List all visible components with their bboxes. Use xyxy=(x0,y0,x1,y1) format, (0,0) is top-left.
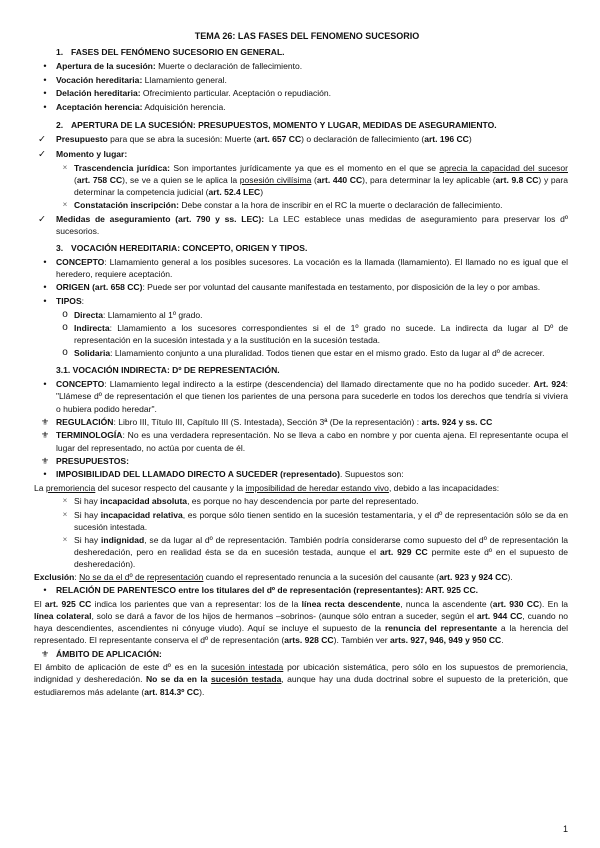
checkmark-icon: ✓ xyxy=(38,148,46,160)
cross-bullet-icon: × xyxy=(62,496,68,506)
checkmark-icon: ✓ xyxy=(38,134,46,146)
list-item-concepto-representacion: • CONCEPTO: Llamamiento legal indirecto a la estirpe (descendencia) del llamado directamente que no ha podido suceder. Art. 924: "Llámese dº de representación el que tienen los parientes de una persona para sucederle en todos los derechos que tendría si viviera o hubiera podido heredar". xyxy=(34,378,568,414)
list-item-medidas: ✓ Medidas de aseguramiento (art. 790 y ss. LEC): La LEC establece unas medidas de aseguramiento para preservar los dº sucesorios. xyxy=(34,213,568,237)
list-item: • Delación hereditaria: Ofrecimiento particular. Aceptación o repudiación. xyxy=(34,87,568,100)
list-item-momento: ✓ Momento y lugar: xyxy=(34,148,568,161)
bullet-icon: • xyxy=(43,469,47,480)
section-1-list xyxy=(34,60,568,114)
cross-bullet-icon: × xyxy=(62,200,68,210)
list-item: • Apertura de la sucesión: Muerte o declaración de fallecimiento. xyxy=(34,60,568,73)
list-item-presupuesto: ✓ Presupuesto para que se abra la sucesión: Muerte (art. 657 CC) o declaración de fallecimiento (art. 196 CC) xyxy=(34,133,568,146)
sub-item-indirecta: o Indirecta: Llamamiento a los sucesores correspondientes si el de 1º grado no sucede. La indirecta da lugar al Dº de representación en la sucesión intestada y a la sustitución en la sucesión testada. xyxy=(56,322,568,346)
bullet-icon: • xyxy=(43,88,47,99)
cross-bullet-icon: × xyxy=(62,163,68,173)
sub-item-constatacion: × Constatación inscripción: Debe constar a la hora de inscribir en el RC la muerte o declaración de fallecimiento. xyxy=(56,199,568,211)
circle-bullet-icon: o xyxy=(62,321,68,333)
list-item-regulacion: ⚜ REGULACIÓN: Libro III, Título III, Capítulo III (S. Intestada), Sección 3ª (De la representación) : arts. 924 y ss. CC xyxy=(34,416,568,429)
bullet-icon: • xyxy=(43,379,47,390)
section-2-heading: 2. APERTURA DE LA SUCESIÓN: PRESUPUESTOS, MOMENTO Y LUGAR, MEDIDAS DE ASEGURAMIENTO. xyxy=(56,119,497,130)
document-page xyxy=(34,30,568,699)
bullet-icon: • xyxy=(43,74,47,85)
section-3-1-heading: 3.1. VOCACIÓN INDIRECTA: Dº DE REPRESENTACIÓN. xyxy=(56,365,280,376)
list-item-terminologia: ⚜ TERMINOLOGÍA: No es una verdadera representación. No se lleva a cabo en nombre y por cuenta ajena. El representante ocupa el lugar del representado, no actúa por cuenta de él. xyxy=(34,429,568,453)
list-item: • Aceptación herencia: Adquisición herencia. xyxy=(34,101,568,114)
page-number: 1 xyxy=(562,824,568,834)
list-item: • Vocación hereditaria: Llamamiento general. xyxy=(34,74,568,87)
paragraph-art-925: El art. 925 CC indica los parientes que van a representar: los de la línea recta descendente, nunca la ascendente (art. 930 CC). En la línea colateral, solo se dará a favor de los hijos de hermanos –sobrinos- (aunque sólo entran a suceder, según el art. 944 CC, cuando no haya descendientes, ascendientes ni cónyuge viudo). Aquí se incluye el supuesto de la renuncia del representante a la herencia del representado. El representante conserva el dº de representación (arts. 928 CC). También ver arts. 927, 946, 949 y 950 CC. xyxy=(34,599,568,646)
list-item-concepto: • CONCEPTO: Llamamiento general a los posibles sucesores. La vocación es la llamada (llamamiento). El llamado no es igual que el heredero, requiere aceptación. xyxy=(34,256,568,280)
list-item-imposibilidad: • IMPOSIBILIDAD DEL LLAMADO DIRECTO A SUCEDER (representado). Supuestos son: xyxy=(34,468,568,481)
sub-item-solidaria: o Solidaria: Llamamiento conjunto a una pluralidad. Todos tienen que estar en el mismo grado. Esto da lugar al dº de acrecer. xyxy=(56,347,568,359)
list-item-ambito: ⚜ ÁMBITO DE APLICACIÓN: xyxy=(34,648,568,661)
sub-item-indignidad: × Si hay indignidad, se da lugar al dº de representación. También podría considerarse como supuesto del dº de representación la desheredación, pero en realidad ésta se da en sucesión testada, aunque el art. 929 CC permite este dº en el supuesto de desheredación). xyxy=(56,534,568,570)
sub-item-directa: o Directa: Llamamiento al 1º grado. xyxy=(56,309,568,321)
trophy-bullet-icon: ⚜ xyxy=(40,430,50,441)
trophy-bullet-icon: ⚜ xyxy=(40,455,50,466)
list-item-presupuestos: ⚜ PRESUPUESTOS: xyxy=(34,455,568,468)
bullet-icon: • xyxy=(43,60,47,71)
cross-bullet-icon: × xyxy=(62,509,68,519)
paragraph-exclusion: Exclusión: No se da el dº de representación cuando el representado renuncia a la sucesión del causante (art. 923 y 924 CC). xyxy=(34,572,513,583)
circle-bullet-icon: o xyxy=(62,347,68,359)
trophy-bullet-icon: ⚜ xyxy=(40,416,50,427)
checkmark-icon: ✓ xyxy=(38,213,46,225)
bullet-icon: • xyxy=(43,282,47,293)
sub-item-absoluta: × Si hay incapacidad absoluta, es porque no hay descendencia por parte del representado. xyxy=(56,495,568,507)
paragraph-ambito: El ámbito de aplicación de este dº es en la sucesión intestada por ubicación sistemática, pero sólo en los supuestos de premoriencia, indignidad y desheredación. No se da en la sucesión testada, aunque hay una duda doctrinal sobre el supuesto de la preterición, que estudiaremos más adelante (art. 814.3º CC). xyxy=(34,662,568,697)
list-item-origen: • ORIGEN (art. 658 CC): Puede ser por voluntad del causante manifestada en testamento, por disposición de la ley o por ambas. xyxy=(34,281,568,294)
cross-bullet-icon: × xyxy=(62,534,68,544)
bullet-icon: • xyxy=(43,295,47,306)
circle-bullet-icon: o xyxy=(62,308,68,320)
document-title: TEMA 26: LAS FASES DEL FENOMENO SUCESORIO xyxy=(194,31,420,41)
paragraph-premoriencia: La premoriencia del sucesor respecto del causante y la imposibilidad de heredar estando vivo, debido a las incapacidades: xyxy=(34,483,500,494)
bullet-icon: • xyxy=(43,256,47,267)
bullet-icon: • xyxy=(43,102,47,113)
section-1-heading: 1. FASES DEL FENÓMENO SUCESORIO EN GENERAL. xyxy=(56,46,285,57)
sub-item-relativa: × Si hay incapacidad relativa, es porque sólo tienen sentido en la sucesión testamentaria, y el dº de representación sólo se da en sucesión intestada. xyxy=(56,509,568,533)
section-3-heading: 3. VOCACIÓN HEREDITARIA: CONCEPTO, ORIGEN Y TIPOS. xyxy=(56,242,308,253)
list-item-relacion: • RELACIÓN DE PARENTESCO entre los titulares del dº de representación (representantes): ART. 925 CC. xyxy=(34,584,568,597)
bullet-icon: • xyxy=(43,585,47,596)
list-item-tipos: • TIPOS: xyxy=(34,295,568,308)
trophy-bullet-icon: ⚜ xyxy=(40,648,50,659)
sub-item-trascendencia: × Trascendencia jurídica: Son importantes jurídicamente ya que es el momento en el que se aprecia la capacidad del sucesor (art. 758 CC), se ve a quien se le aplica la posesión civilísima (art. 440 CC), para determinar la ley aplicable (art. 9.8 CC) y para determinar la competencia judicial (art. 52.4 LEC) xyxy=(56,162,568,198)
